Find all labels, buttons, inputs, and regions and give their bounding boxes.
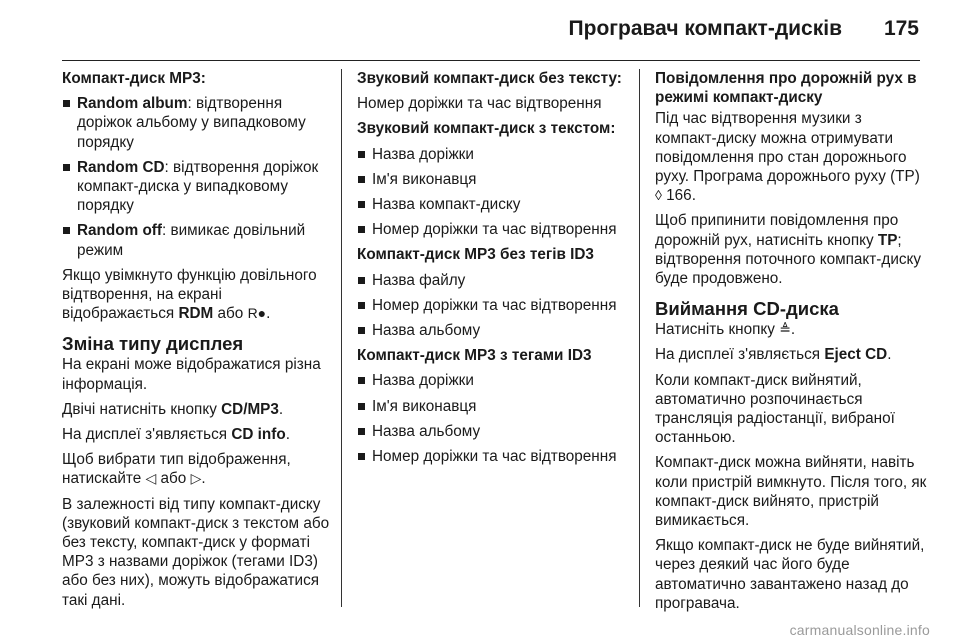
random-icon: R● <box>247 305 267 322</box>
column-left <box>62 69 334 616</box>
list-item <box>357 220 629 239</box>
eject-display-paragraph: На дисплеї з'являється Eject CD. <box>655 346 892 364</box>
random-on-text: Якщо увімкнуто функцію довільного відтворення, на екрані відображається <box>62 266 317 323</box>
list-item-text: Назва файлу <box>372 271 466 289</box>
traffic-text-3: ; відтворення поточного компакт-диску буде продовжено. <box>655 231 922 288</box>
or-text-2: або <box>160 470 187 488</box>
display-text: На екрані може відображатися різна інформація. <box>62 356 321 393</box>
list-item <box>357 447 629 466</box>
eject-icon: ≜ <box>779 321 791 338</box>
mp3-tags-list <box>357 371 629 466</box>
bullet-icon <box>63 100 70 107</box>
bullet-icon <box>358 428 365 435</box>
mp3-heading: Компакт-диск MP3: <box>62 70 206 87</box>
eject-press-text: Натисніть кнопку <box>655 321 775 339</box>
random-album-label: Random album <box>77 95 188 113</box>
traffic-heading: Повідомлення про дорожній рух в режимі компакт-диску <box>655 70 917 107</box>
list-item-text: Номер доріжки та час відтворення <box>372 448 617 466</box>
list-item <box>62 94 334 152</box>
random-off-label: Random off <box>77 222 162 240</box>
traffic-text-2: Щоб припинити повідомлення про дорожній рух, натисніть кнопку <box>655 212 899 249</box>
list-item <box>357 321 629 340</box>
list-item <box>357 397 629 416</box>
left-arrow-icon: ◁ <box>145 470 157 487</box>
list-item <box>357 170 629 189</box>
bullet-icon <box>358 201 365 208</box>
select-type-text: Щоб вибрати тип відображення, натискайте <box>62 451 291 488</box>
display-shows-text: На дисплеї з'являється <box>62 426 228 444</box>
bullet-icon <box>358 176 365 183</box>
traffic-text-1: Під час відтворення музики з компакт-диску можна отримувати повідомлення про стан дорожнього руху. Програма дорожнього руху (TP) <box>655 110 920 186</box>
column-right <box>655 69 927 619</box>
list-item-text: Назва доріжки <box>372 145 474 163</box>
list-item <box>357 145 629 164</box>
watermark: carmanualsonline.info <box>789 622 930 638</box>
press-twice-text: Двічі натисніть кнопку <box>62 400 217 418</box>
tp-label: TP <box>877 231 898 249</box>
eject-press-paragraph: Натисніть кнопку ≜. <box>655 321 796 339</box>
bullet-icon <box>358 277 365 284</box>
list-item <box>357 296 629 315</box>
bullet-icon <box>358 403 365 410</box>
list-item-text: Назва альбому <box>372 322 481 340</box>
eject-paragraph-3: Якщо компакт-диск не буде вийнятий, через деякий час його буде автоматично завантажено назад до програвача. <box>655 537 925 612</box>
select-type-paragraph: Щоб вибрати тип відображення, натискайте ◁ або ▷. <box>62 451 291 488</box>
eject-display-text: На дисплеї з'являється <box>655 346 821 364</box>
random-cd-text: : відтворення доріжок компакт-диска у випадковому порядку <box>77 158 319 215</box>
column-middle <box>357 69 629 472</box>
audio-text-list <box>357 145 629 240</box>
page-number: 175 <box>883 17 919 40</box>
rdm-label: RDM <box>178 305 214 323</box>
list-item <box>357 271 629 290</box>
traffic-paragraph-1 <box>655 109 927 205</box>
random-off-text: : вимикає довільний режим <box>77 222 306 259</box>
bullet-icon <box>63 227 70 234</box>
bullet-icon <box>358 453 365 460</box>
right-arrow-icon: ▷ <box>190 470 202 487</box>
random-on-paragraph: Якщо увімкнуто функцію довільного відтворення, на екрані відображається RDM або R●. <box>62 266 317 323</box>
eject-heading: Виймання CD-диска <box>655 298 839 320</box>
list-item-text: Ім'я виконавця <box>372 397 477 415</box>
or-text: або <box>217 305 244 323</box>
page-header <box>0 0 960 62</box>
random-cd-label: Random CD <box>77 158 165 176</box>
list-item <box>357 371 629 390</box>
cdinfo-label: CD info <box>231 426 286 444</box>
random-album-text: : відтворення доріжок альбому у випадковому порядку <box>77 95 306 151</box>
column-divider-1 <box>341 69 342 607</box>
bullet-icon <box>358 226 365 233</box>
depending-text: В залежності від типу компакт-диску (звуковий компакт-диск з текстом або без тексту, компакт-диск у форматі MP3 з назвами доріжок (тегами ID3) або без них), можуть відображатися такі дані. <box>62 495 330 609</box>
mp3-no-tags-heading: Компакт-диск MP3 без тегів ID3 <box>357 246 594 264</box>
list-item <box>357 422 629 441</box>
bullet-icon <box>358 302 365 309</box>
list-item-text: Назва компакт-диску <box>372 196 521 214</box>
bullet-icon <box>358 327 365 334</box>
display-heading: Зміна типу дисплея <box>62 333 244 355</box>
press-twice-paragraph: Двічі натисніть кнопку CD/MP3. <box>62 400 284 418</box>
eject-paragraph-1: Коли компакт-диск вийнятий, автоматично розпочинається трансляція радіостанції, вибраної останньою. <box>655 371 895 447</box>
list-item-text: Назва доріжки <box>372 372 474 390</box>
eject-paragraph-2: Компакт-диск можна вийняти, навіть коли пристрій вимкнуто. Після того, як компакт-диск вийнято, пристрій вимикається. <box>655 454 927 530</box>
list-item-text: Номер доріжки та час відтворення <box>372 296 617 314</box>
audio-text-heading: Звуковий компакт-диск з текстом: <box>357 120 616 138</box>
page-title: Програвач компакт-дисків <box>568 17 842 40</box>
bullet-icon <box>63 164 70 171</box>
bullet-icon <box>358 377 365 384</box>
audio-no-text-heading: Звуковий компакт-диск без тексту: <box>357 70 622 87</box>
random-modes-list <box>62 94 334 260</box>
audio-no-text-line: Номер доріжки та час відтворення <box>357 95 602 113</box>
column-divider-2 <box>639 69 640 607</box>
list-item <box>357 195 629 214</box>
list-item <box>62 158 334 216</box>
list-item <box>62 221 334 259</box>
traffic-ref: 166. <box>666 187 696 205</box>
bullet-icon <box>358 151 365 158</box>
cdinfo-paragraph: На дисплеї з'являється CD info. <box>62 426 290 444</box>
mp3-tags-heading: Компакт-диск MP3 з тегами ID3 <box>357 347 592 365</box>
eject-cd-label: Eject CD <box>824 346 888 364</box>
list-item-text: Ім'я виконавця <box>372 170 477 188</box>
header-rule <box>62 60 920 61</box>
page-reference-icon: ◊ <box>655 187 662 204</box>
cdmp3-label: CD/MP3 <box>221 400 279 418</box>
traffic-paragraph-2 <box>655 211 927 288</box>
list-item-text: Назва альбому <box>372 422 481 440</box>
mp3-no-tags-list <box>357 271 629 341</box>
list-item-text: Номер доріжки та час відтворення <box>372 221 617 239</box>
